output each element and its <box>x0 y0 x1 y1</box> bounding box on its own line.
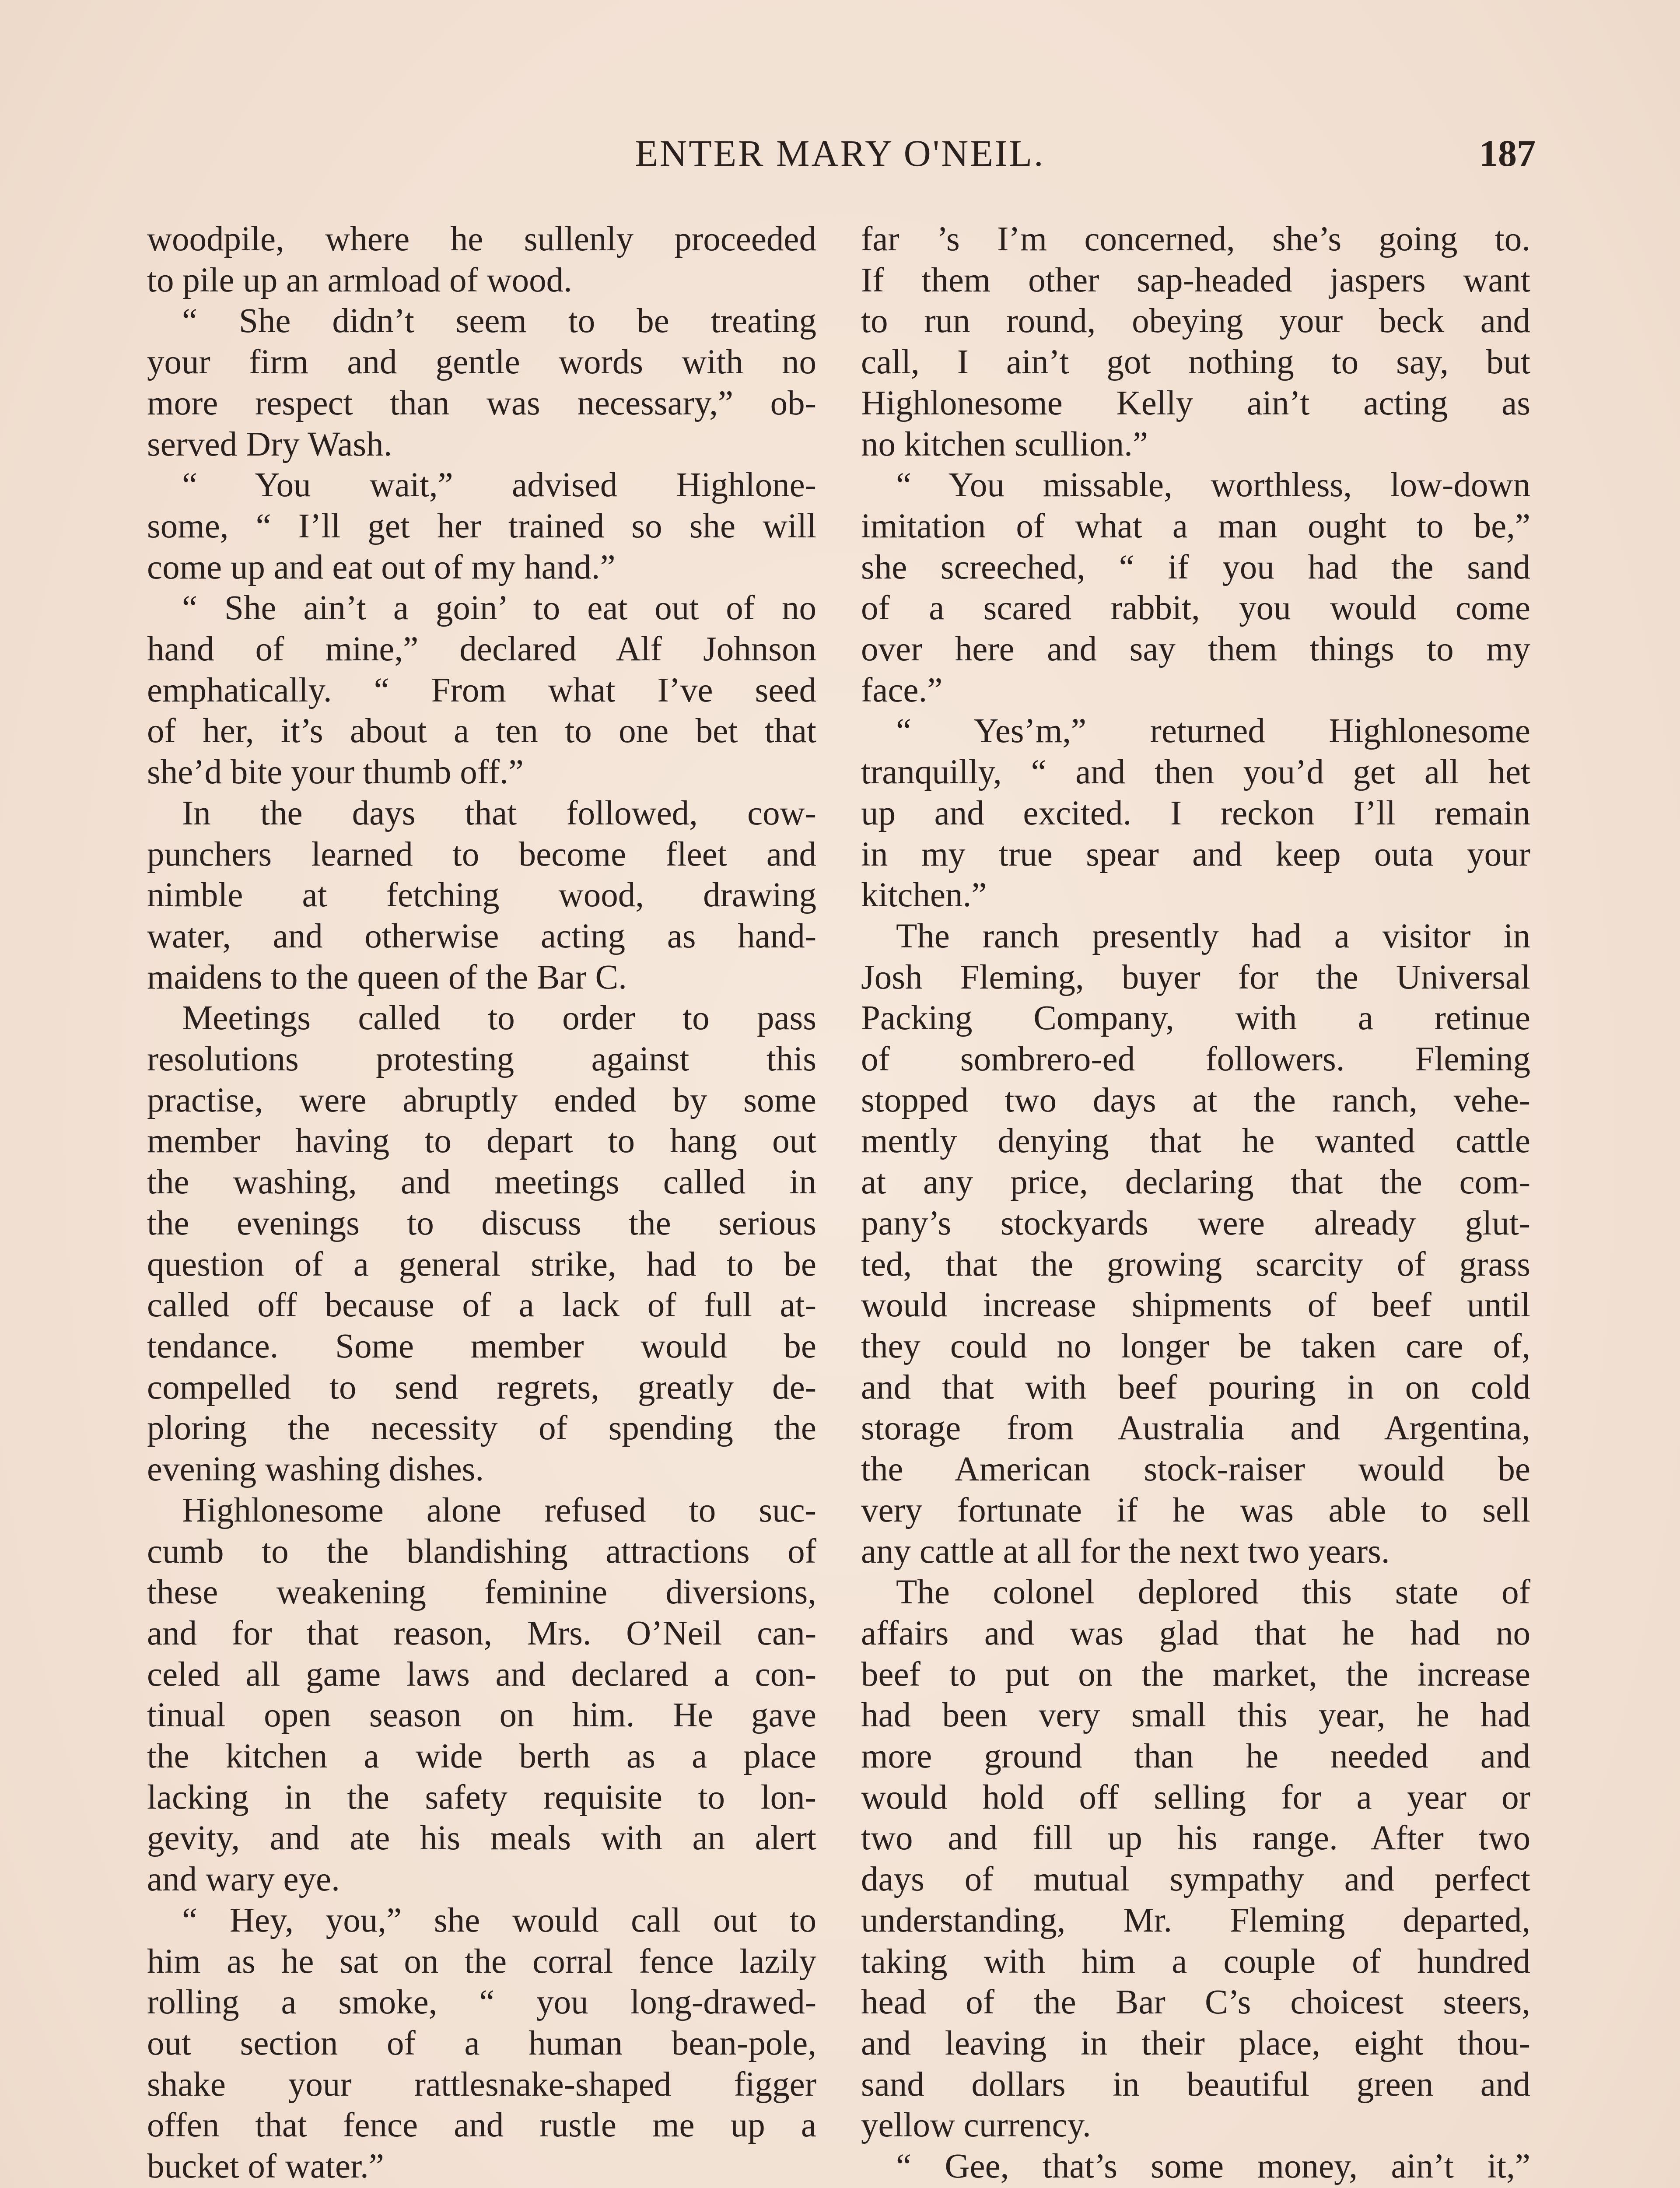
text-line: out section of a human bean-pole, <box>147 2024 816 2062</box>
text-line: maidens to the queen of the Bar C. <box>147 958 627 996</box>
text-line: If them other sap-headed jaspers want <box>861 261 1530 299</box>
page-number: 187 <box>1479 132 1536 174</box>
text-line: Packing Company, with a retinue <box>861 999 1530 1038</box>
text-line: mently denying that he wanted cattle <box>861 1122 1530 1161</box>
text-line: evening washing dishes. <box>147 1450 484 1489</box>
text-line: beef to put on the market, the increase <box>861 1655 1530 1694</box>
text-line: understanding, Mr. Fleming departed, <box>861 1901 1530 1939</box>
text-line: of a scared rabbit, you would come <box>861 589 1530 628</box>
text-column-left <box>147 219 816 2188</box>
text-line: had been very small this year, he had <box>861 1696 1530 1735</box>
text-line: call, I ain’t got nothing to say, but <box>861 343 1530 382</box>
text-line: the evenings to discuss the serious <box>147 1204 816 1242</box>
text-line: in my true spear and keep outa your <box>861 835 1530 873</box>
text-line: more respect than was necessary,” ob- <box>147 384 816 422</box>
text-line: and leaving in their place, eight thou- <box>861 2024 1530 2062</box>
text-line: the American stock-raiser would be <box>861 1450 1530 1489</box>
text-line: face.” <box>861 671 943 709</box>
text-line: gevity, and ate his meals with an alert <box>147 1819 816 1858</box>
text-line: “ Yes’m,” returned Highlonesome <box>896 712 1530 750</box>
text-line: practise, were abruptly ended by some <box>147 1081 816 1119</box>
text-line: and that with beef pouring in on cold <box>861 1368 1530 1406</box>
text-line: pany’s stockyards were already glut- <box>861 1204 1530 1242</box>
text-line: tendance. Some member would be <box>147 1327 816 1365</box>
text-line: imitation of what a man ought to be,” <box>861 507 1530 545</box>
text-line: some, “ I’ll get her trained so she will <box>147 507 816 545</box>
text-line: question of a general strike, had to be <box>147 1245 816 1283</box>
text-line: emphatically. “ From what I’ve seed <box>147 671 816 709</box>
text-line: cumb to the blandishing attractions of <box>147 1532 816 1571</box>
text-line: resolutions protesting against this <box>147 1040 816 1079</box>
text-line: “ Gee, that’s some money, ain’t it,” <box>896 2147 1530 2186</box>
text-line: Highlonesome alone refused to suc- <box>182 1491 816 1529</box>
text-line: the washing, and meetings called in <box>147 1163 816 1202</box>
text-line: over here and say them things to my <box>861 630 1530 669</box>
text-line: any cattle at all for the next two years. <box>861 1532 1390 1571</box>
text-line: your firm and gentle words with no <box>147 343 816 382</box>
text-line: head of the Bar C’s choicest steers, <box>861 1983 1530 2022</box>
text-line: taking with him a couple of hundred <box>861 1942 1530 1981</box>
text-line: In the days that followed, cow- <box>182 794 816 832</box>
text-line: and for that reason, Mrs. O’Neil can- <box>147 1614 816 1652</box>
text-line: of her, it’s about a ten to one bet that <box>147 712 816 750</box>
text-line: member having to depart to hang out <box>147 1122 816 1161</box>
text-line: stopped two days at the ranch, vehe- <box>861 1081 1530 1119</box>
text-line: hand of mine,” declared Alf Johnson <box>147 630 816 669</box>
text-line: ted, that the growing scarcity of grass <box>861 1245 1530 1283</box>
text-line: Josh Fleming, buyer for the Universal <box>861 958 1530 996</box>
text-line: Highlonesome Kelly ain’t acting as <box>861 384 1530 422</box>
text-line: him as he sat on the corral fence lazily <box>147 1942 816 1981</box>
text-line: offen that fence and rustle me up a <box>147 2106 816 2145</box>
text-line: these weakening feminine diversions, <box>147 1573 816 1612</box>
text-line: two and fill up his range. After two <box>861 1819 1530 1858</box>
text-line: to run round, obeying your beck and <box>861 302 1530 340</box>
text-line: kitchen.” <box>861 876 987 915</box>
text-line: celed all game laws and declared a con- <box>147 1655 816 1694</box>
text-line: more ground than he needed and <box>861 1737 1530 1776</box>
text-line: to pile up an armload of wood. <box>147 261 572 299</box>
text-line: the kitchen a wide berth as a place <box>147 1737 816 1776</box>
text-line: shake your rattlesnake-shaped figger <box>147 2065 816 2104</box>
text-line: at any price, declaring that the com- <box>861 1163 1530 1202</box>
text-line: The ranch presently had a visitor in <box>896 917 1530 955</box>
text-line: very fortunate if he was able to sell <box>861 1491 1530 1529</box>
text-line: woodpile, where he sullenly proceeded <box>147 220 816 258</box>
text-line: bucket of water.” <box>147 2147 384 2186</box>
text-line: would hold off selling for a year or <box>861 1778 1530 1816</box>
text-line: would increase shipments of beef until <box>861 1286 1530 1325</box>
text-line: rolling a smoke, “ you long-drawed- <box>147 1983 816 2022</box>
text-line: called off because of a lack of full at- <box>147 1286 816 1325</box>
text-line: days of mutual sympathy and perfect <box>861 1860 1530 1899</box>
text-line: ploring the necessity of spending the <box>147 1409 816 1448</box>
text-line: served Dry Wash. <box>147 425 392 463</box>
text-line: storage from Australia and Argentina, <box>861 1409 1530 1448</box>
text-line: she’d bite your thumb off.” <box>147 753 524 792</box>
text-line: she screeched, “ if you had the sand <box>861 548 1530 586</box>
text-line: sand dollars in beautiful green and <box>861 2065 1530 2104</box>
text-line: lacking in the safety requisite to lon- <box>147 1778 816 1816</box>
text-line: affairs and was glad that he had no <box>861 1614 1530 1652</box>
text-line: up and excited. I reckon I’ll remain <box>861 794 1530 832</box>
text-line: water, and otherwise acting as hand- <box>147 917 816 955</box>
text-line: The colonel deplored this state of <box>896 1573 1530 1612</box>
text-line: yellow currency. <box>861 2106 1091 2145</box>
text-line: of sombrero-ed followers. Fleming <box>861 1040 1530 1079</box>
text-line: no kitchen scullion.” <box>861 425 1148 463</box>
text-line: nimble at fetching wood, drawing <box>147 876 816 915</box>
text-line: tranquilly, “ and then you’d get all het <box>861 753 1530 792</box>
text-line: and wary eye. <box>147 1860 340 1899</box>
running-title: ENTER MARY O'NEIL. <box>635 132 1045 174</box>
page-header <box>144 131 1536 193</box>
text-line: “ You missable, worthless, low-down <box>896 466 1530 505</box>
text-line: punchers learned to become fleet and <box>147 835 816 873</box>
text-line: “ Hey, you,” she would call out to <box>182 1901 816 1939</box>
text-line: tinual open season on him. He gave <box>147 1696 816 1735</box>
text-line: “ You wait,” advised Highlone- <box>182 466 816 505</box>
text-line: come up and eat out of my hand.” <box>147 548 616 586</box>
text-line: far ’s I’m concerned, she’s going to. <box>861 220 1530 258</box>
text-line: they could no longer be taken care of, <box>861 1327 1530 1365</box>
text-line: compelled to send regrets, greatly de- <box>147 1368 816 1406</box>
text-line: “ She ain’t a goin’ to eat out of no <box>182 589 816 628</box>
text-column-right <box>861 219 1530 2188</box>
text-line: “ She didn’t seem to be treating <box>182 302 816 340</box>
text-line: Meetings called to order to pass <box>182 999 816 1038</box>
